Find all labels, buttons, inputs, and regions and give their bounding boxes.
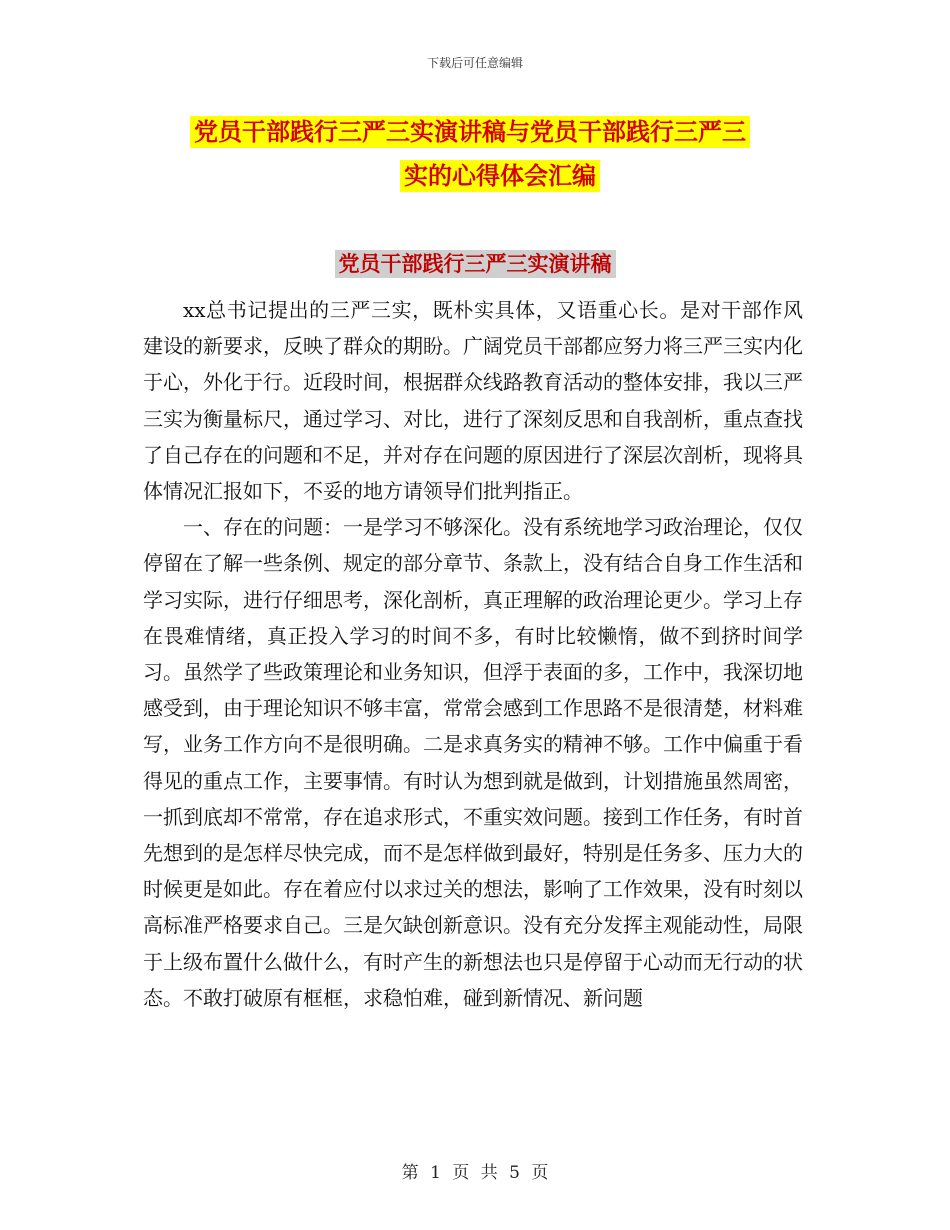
section-title [0, 248, 950, 278]
page-header-note: 下载后可任意编辑 [426, 56, 523, 70]
document-title-line-2: 实的心得体会汇编 [400, 160, 600, 192]
document-title-line-1: 党员干部践行三严三实演讲稿与党员干部践行三严三 [190, 116, 750, 148]
body-paragraph: 一、存在的问题：一是学习不够深化。没有系统地学习政治理论，仅仅停留在了解一些条例、规定的部分章节、条款上，没有结合自身工作生活和学习实际，进行仔细思考，深化剖析，真正理解的政治理论更少。学习上存在畏难情绪，真正投入学习的时间不多，有时比较懒惰，做不到挤时间学习。虽然学了些政策理论和业务知识，但浮于表面的多，工作中，我深切地感受到，由于理论知识不够丰富，常常会感到工作思路不是很清楚，材料难写，业务工作方向不是很明确。二是求真务实的精神不够。工作中偏重于看得见的重点工作，主要事情。有时认为想到就是做到，计划措施虽然周密，一抓到底却不常常，存在追求形式，不重实效问题。接到工作任务，有时首先想到的是怎样尽快完成，而不是怎样做到最好，特别是任务多、压力大的时候更是如此。存在着应付以求过关的想法，影响了工作效果，没有时刻以高标准严格要求自己。三是欠缺创新意识。没有充分发挥主观能动性，局限于上级布置什么做什么，有时产生的新想法也只是停留于心动而无行动的状态。不敢打破原有框框，求稳怕难，碰到新情况、新问题 [143, 515, 803, 1010]
document-body [143, 292, 803, 1016]
page-footer-page-number: 第 1 页 共 5 页 [401, 1163, 549, 1183]
body-paragraph: xx总书记提出的三严三实，既朴实具体，又语重心长。是对干部作风建设的新要求，反映了群众的期盼。广阔党员干部都应努力将三严三实内化于心，外化于行。近段时间，根据群众线路教育活动的整体安排，我以三严三实为衡量标尺，通过学习、对比，进行了深刻反思和自我剖析，重点查找了自己存在的问题和不足，并对存在问题的原因进行了深层次剖析，现将具体情况汇报如下，不妥的地方请领导们批判指正。 [143, 298, 803, 504]
document-title [190, 112, 810, 196]
section-title-text: 党员干部践行三严三实演讲稿 [335, 250, 616, 278]
